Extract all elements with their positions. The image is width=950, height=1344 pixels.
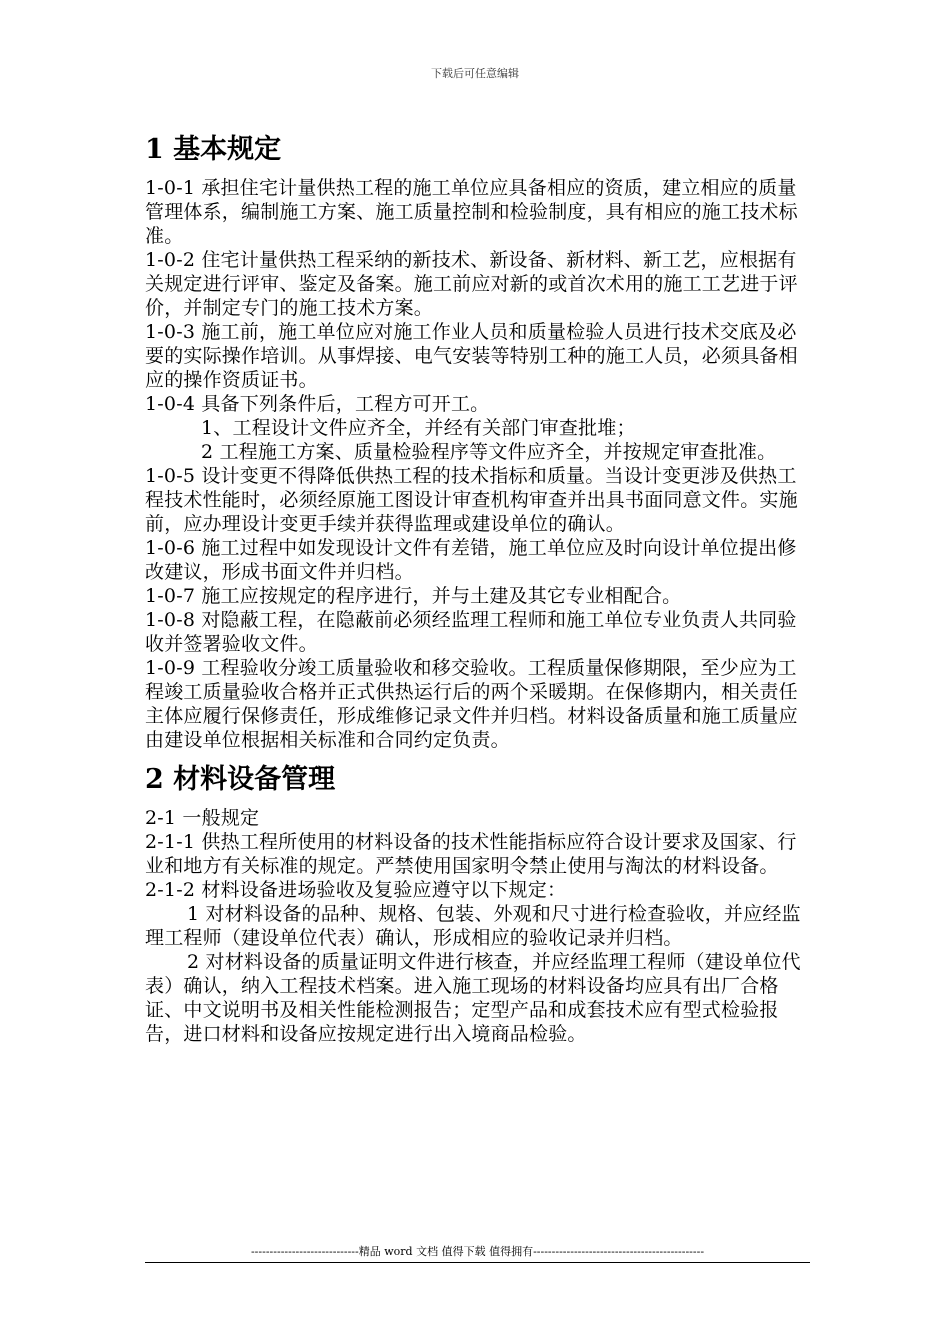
list-item: 1、工程设计文件应齐全，并经有关部门审查批堆； xyxy=(201,417,636,439)
paragraph: 1-0-6 施工过程中如发现设计文件有差错，施工单位应及时向设计单位提出修改建议，形成书面文件并归档。 xyxy=(145,537,797,583)
paragraph: 1-0-4 具备下列条件后，工程方可开工。 xyxy=(145,393,490,415)
section-title: 1 基本规定 xyxy=(145,134,282,165)
section-title: 2 材料设备管理 xyxy=(145,764,336,795)
paragraph: 1-0-2 住宅计量供热工程采纳的新技术、新设备、新材料、新工艺，应根据有关规定进行评审、鉴定及备案。施工前应对新的或首次术用的施工工艺进于评价，并制定专门的施工技术方案。 xyxy=(145,249,798,319)
paragraph: 2-1-1 供热工程所使用的材料设备的技术性能指标应符合设计要求及国家、行业和地方有关标准的规定。严禁使用国家明令禁止使用与淘汰的材料设备。 xyxy=(145,831,797,877)
list-item: 1 对材料设备的品种、规格、包装、外观和尺寸进行检查验收，并应经监理工程师（建设单位代表）确认，形成相应的验收记录并归档。 xyxy=(145,903,801,949)
paragraph: 1-0-8 对隐蔽工程，在隐蔽前必须经监理工程师和施工单位专业负责人共同验收并签署验收文件。 xyxy=(145,609,797,655)
paragraph: 2-1-2 材料设备进场验收及复验应遵守以下规定： xyxy=(145,879,567,901)
document-body xyxy=(145,128,810,1046)
header-note: 下载后可任意编辑 xyxy=(431,67,519,80)
paragraph: 1-0-3 施工前，施工单位应对施工作业人员和质量检验人员进行技术交底及必要的实际操作培训。从事焊接、电气安装等特别工种的施工人员，必须具备相应的操作资质证书。 xyxy=(145,321,798,391)
paragraph: 1-0-7 施工应按规定的程序进行，并与土建及其它专业相配合。 xyxy=(145,585,682,607)
footer-text: -----------------------------精品 word 文档 值得下载 值得拥有---------------------------------------------- xyxy=(250,1245,705,1258)
subsection-heading: 2-1 一般规定 xyxy=(145,807,260,829)
paragraph: 1-0-5 设计变更不得降低供热工程的技术指标和质量。当设计变更涉及供热工程技术性能时，必须经原施工图设计审查机构审查并出具书面同意文件。实施前，应办理设计变更手续并获得监理或建设单位的确认。 xyxy=(145,465,798,535)
paragraph: 1-0-9 工程验收分竣工质量验收和移交验收。工程质量保修期限，至少应为工程竣工质量验收合格并正式供热运行后的两个采暖期。在保修期内，相关责任主体应履行保修责任，形成维修记录文件并归档。材料设备质量和施工质量应由建设单位根据相关标准和合同约定负责。 xyxy=(145,657,798,751)
footer-divider xyxy=(145,1262,810,1263)
list-item: 2 工程施工方案、质量检验程序等文件应齐全，并按规定审查批准。 xyxy=(201,441,777,463)
paragraph: 1-0-1 承担住宅计量供热工程的施工单位应具备相应的资质，建立相应的质量管理体系，编制施工方案、施工质量控制和检验制度，具有相应的施工技术标准。 xyxy=(145,177,798,247)
list-item: 2 对材料设备的质量证明文件进行核查，并应经监理工程师（建设单位代表）确认，纳入工程技术档案。进入施工现场的材料设备均应具有出厂合格证、中文说明书及相关性能检测报告；定型产品和成套技术应有型式检验报告，进口材料和设备应按规定进行出入境商品检验。 xyxy=(145,951,801,1045)
